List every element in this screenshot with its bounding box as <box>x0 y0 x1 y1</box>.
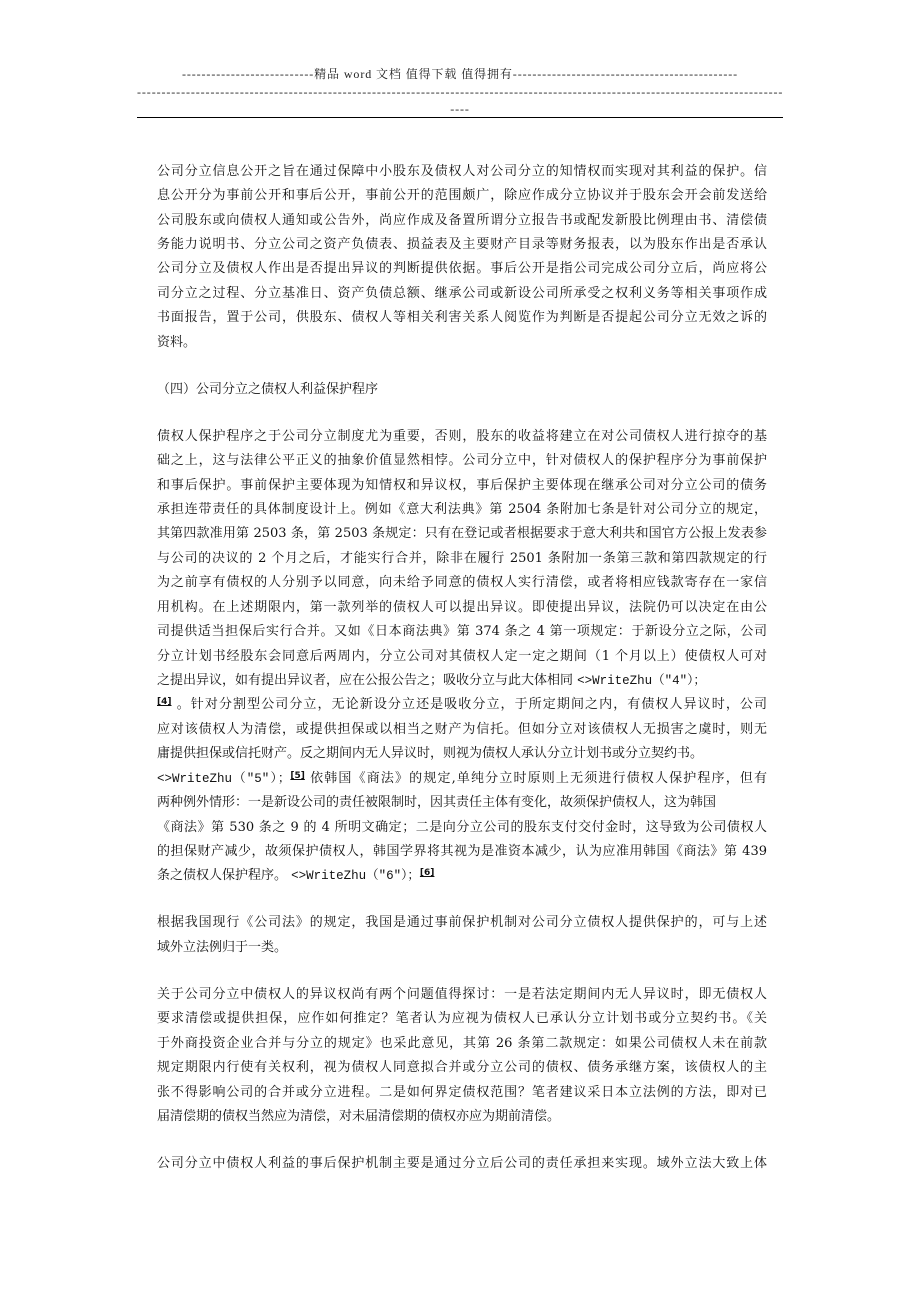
text-line: 其第四款准用第 2503 条，第 2503 条规定：只有在登记或者根据要求于意大利共和国官方公报上发表参 <box>157 526 767 542</box>
text-line: 与公司的决议的 2 个月之后，才能实行合并，除非在履行 2501 条附加一条第三款和第四款规定的行 <box>157 550 767 566</box>
text-line: 公司股东或向债权人通知或公告外，尚应作成及备置所谓分立报告书或配发新股比例理由书、清偿债 <box>157 212 767 228</box>
text-line <box>157 767 767 791</box>
section-heading <box>157 378 767 402</box>
text-line: 息公开分为事前公开和事后公开，事前公开的范围颇广，除应作成分立协议并于股东会开会前发送给 <box>157 188 767 204</box>
text-segment: 条之债权人保护程序。 <box>157 868 292 884</box>
text-line: 的担保财产减少，故须保护债权人，韩国学界将其视为是准资本减少，认为应准用韩国《商法》第 439 <box>157 843 767 859</box>
text-line: 两种例外情形：一是新设公司的责任被限制时，因其责任主体有变化，故须保护债权人，这为韩国 <box>157 795 717 811</box>
text-line: 于外商投资企业合并与分立的规定》也采此意见，其第 26 条第二款规定：如果公司债权人未在前款 <box>157 1035 767 1051</box>
text-line: 分立计划书经股东会同意后两周内，分立公司对其债权人定一定之期间（1 个月以上）使债权人可对 <box>157 648 767 664</box>
text-line: 关于公司分立中债权人的异议权尚有两个问题值得探讨：一是若法定期间内无人异议时，即无债权人 <box>157 986 767 1002</box>
text-line: 用机构。在上述期限内，第一款列举的债权人可以提出异议。即使提出异议，法院仍可以决定在由公 <box>157 599 767 615</box>
paragraph-objection-right <box>157 983 767 1130</box>
text-line: 公司分立信息公开之旨在通过保障中小股东及债权人对公司分立的知情权而实现对其利益的保护。信 <box>157 163 767 179</box>
header-dash-line: ------------------------------------------------------------------------------------------------------------------------------------ <box>137 84 783 99</box>
text-line <box>157 693 767 717</box>
text-line: 务能力说明书、分立公司之资产负债表、损益表及主要财产目录等财务报表，以为股东作出是否承认 <box>157 237 767 253</box>
paragraph-info-disclosure <box>157 160 767 355</box>
header-banner-text: ---------------------------精品 word 文档 值得下载 值得拥有---------------------------------------------- <box>181 67 739 81</box>
header-rule <box>137 117 783 118</box>
text-line: 规定期限内行使有关权利，视为债权人同意拟合并或分立公司的债权、债务承继方案，该债权人的主 <box>157 1060 767 1076</box>
text-line: 承担连带责任的具体制度设计上。例如《意大利法典》第 2504 条附加七条是针对公司分立的规定， <box>157 502 767 518</box>
text-line: 和事后保护。事前保护主要体现为知情权和异议权，事后保护主要体现在继承公司对分立公司的债务 <box>157 477 767 493</box>
text-line: 应对该债权人为清偿，或提供担保或以相当之财产为信托。但如分立对该债权人无损害之虞时，则无 <box>157 721 767 737</box>
footnote-ref-5[interactable]: [5] <box>290 770 305 781</box>
text-line: 债权人保护程序之于公司分立制度尤为重要，否则，股东的收益将建立在对公司债权人进行掠夺的基 <box>157 428 767 444</box>
writezhu-marker: <>WriteZhu（"5"）； <box>157 771 291 786</box>
text-line: 根据我国现行《公司法》的规定，我国是通过事前保护机制对公司分立债权人提供保护的，可与上述 <box>157 915 767 931</box>
document-body <box>157 160 767 1199</box>
text-line: 司分立之过程、分立基准日、资产负债总额、继承公司或新设公司所承受之权利义务等相关事项作成 <box>157 285 767 301</box>
paragraph-creditor-protection <box>157 425 767 889</box>
paragraph-domestic-law <box>157 911 767 960</box>
text-segment: 依韩国《商法》的规定,单纯分立时原则上无须进行债权人保护程序，但有 <box>304 770 767 786</box>
text-line: 《商法》第 530 条之 9 的 4 所明文确定；二是向分立公司的股东支付交付金时，这导致为公司债权人 <box>157 819 767 835</box>
text-line: 公司分立及债权人作出是否提出异议的判断提供依据。事后公开是指公司完成公司分立后，尚应将公 <box>157 261 767 277</box>
text-line: 书面报告，置于公司，供股东、债权人等相关利害关系人阅览作为判断是否提起公司分立无效之诉的 <box>157 310 767 326</box>
text-line: 张不得影响公司的合并或分立进程。二是如何界定债权范围？笔者建议采日本立法例的方法，即对已 <box>157 1084 767 1100</box>
text-segment: 之提出异议，如有提出异议者，应在公报公告之；吸收分立与此大体相同 <box>157 673 578 688</box>
text-line <box>157 864 767 888</box>
text-line: 础之上，这与法律公平正义的抽象价值显然相悖。公司分立中，针对债权人的保护程序分为事前保护 <box>157 453 767 469</box>
footnote-ref-4[interactable]: [4] <box>157 697 172 708</box>
text-line: 届清偿期的债权当然应为清偿，对未届清偿期的债权亦应为期前清偿。 <box>157 1108 561 1124</box>
text-line: 庸提供担保或信托财产。反之期间内无人异议时，则视为债权人承认分立计划书或分立契约书。 <box>157 746 704 762</box>
text-segment: 。针对分割型公司分立，无论新设分立还是吸收分立，于所定期间之内，有债权人异议时，公司 <box>171 697 767 713</box>
footnote-ref-6[interactable]: [6] <box>419 868 435 879</box>
text-line: 司提供适当担保后实行合并。又如《日本商法典》第 374 条之 4 第一项规定：于新设分立之际，公司 <box>157 624 767 640</box>
paragraph-ex-post-protection <box>157 1152 767 1176</box>
writezhu-marker: <>WriteZhu（"4"）； <box>577 674 706 688</box>
writezhu-marker: <>WriteZhu（"6"）； <box>291 869 420 884</box>
section-heading-text: （四）公司分立之债权人利益保护程序 <box>157 381 379 397</box>
text-line: 公司分立中债权人利益的事后保护机制主要是通过分立后公司的责任承担来实现。域外立法大致上体 <box>157 1155 767 1171</box>
text-line: 要求清偿或提供担保，应作如何推定？笔者认为应视为债权人已承认分立计划书或分立契约书。《关 <box>157 1011 767 1027</box>
text-line: 域外立法例归于一类。 <box>157 939 288 955</box>
text-line: 资料。 <box>157 334 197 350</box>
text-line <box>157 669 767 693</box>
header-dash-tail: ---- <box>450 102 470 116</box>
text-line: 为之前享有债权的人分别予以同意，向未给予同意的债权人实行清偿，或者将相应钱款寄存在一家信 <box>157 575 767 591</box>
